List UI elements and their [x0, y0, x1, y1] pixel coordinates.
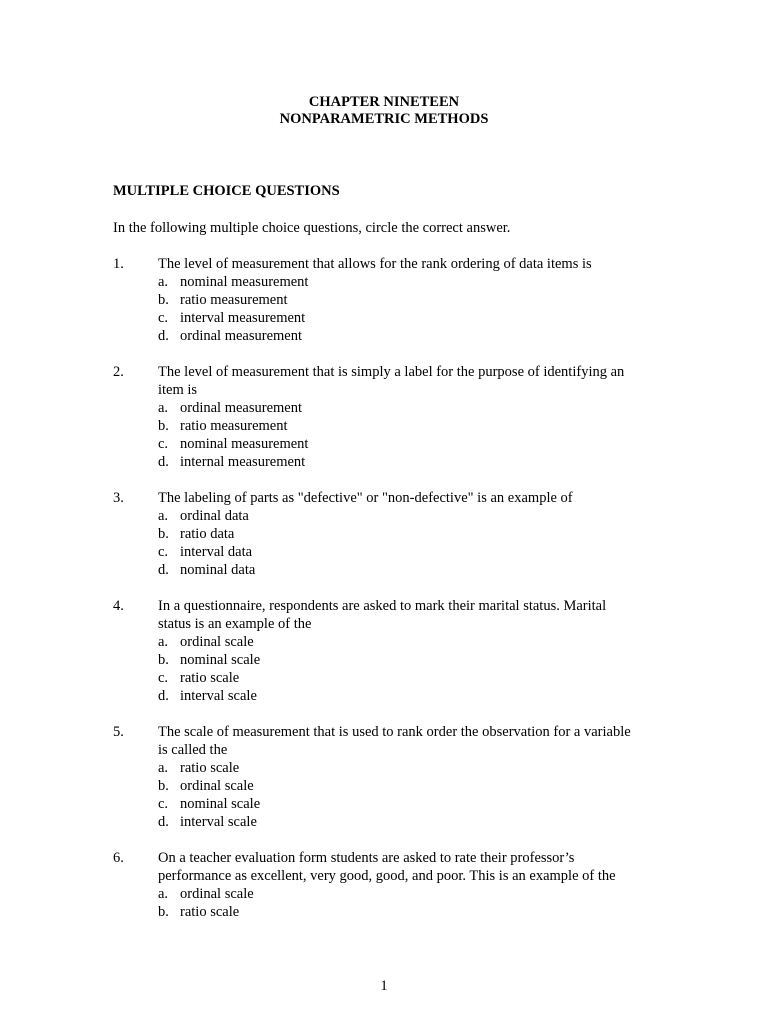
option-text: ratio measurement [180, 418, 288, 434]
option-text: interval measurement [180, 310, 306, 326]
question-number: 1. [113, 256, 124, 272]
question-2 [113, 363, 653, 471]
option-text: ratio measurement [180, 292, 288, 308]
option-letter: c. [158, 436, 169, 452]
option-d [158, 453, 653, 471]
option-letter: d. [158, 454, 169, 470]
option-text: internal measurement [180, 454, 306, 470]
chapter-title: NONPARAMETRIC METHODS [279, 111, 489, 127]
option-letter: d. [158, 562, 169, 578]
option-text: ordinal scale [180, 778, 254, 794]
option-letter: c. [158, 670, 169, 686]
option-letter: c. [158, 544, 169, 560]
option-text: ordinal scale [180, 634, 254, 650]
option-a [158, 507, 653, 525]
option-text: interval data [180, 544, 253, 560]
option-letter: b. [158, 904, 169, 920]
option-d [158, 327, 653, 345]
question-stem: In a questionnaire, respondents are asked to mark their marital status. Marital status is an example of the [158, 598, 607, 632]
option-text: nominal scale [180, 796, 261, 812]
option-d [158, 813, 653, 831]
question-list [113, 255, 653, 939]
question-1 [113, 255, 653, 345]
option-a [158, 633, 653, 651]
option-b [158, 525, 653, 543]
question-number: 5. [113, 724, 124, 740]
question-5 [113, 723, 653, 831]
question-stem: The level of measurement that allows for the rank ordering of data items is [158, 256, 592, 272]
option-c [158, 669, 653, 687]
option-letter: b. [158, 292, 169, 308]
question-number: 4. [113, 598, 124, 614]
question-6 [113, 849, 653, 921]
chapter-number: CHAPTER NINETEEN [308, 94, 460, 110]
option-letter: a. [158, 760, 169, 776]
option-text: ordinal data [180, 508, 249, 524]
option-text: ratio data [180, 526, 235, 542]
question-number: 2. [113, 364, 124, 380]
option-letter: a. [158, 508, 169, 524]
chapter-header [0, 94, 768, 128]
option-letter: d. [158, 814, 169, 830]
option-text: ordinal measurement [180, 328, 302, 344]
option-c [158, 795, 653, 813]
question-stem: The scale of measurement that is used to rank order the observation for a variable is called the [158, 724, 631, 758]
option-letter: a. [158, 886, 169, 902]
option-d [158, 687, 653, 705]
option-text: nominal measurement [180, 436, 309, 452]
option-d [158, 561, 653, 579]
option-text: ordinal measurement [180, 400, 302, 416]
option-letter: c. [158, 796, 169, 812]
option-text: interval scale [180, 688, 257, 704]
option-text: ordinal scale [180, 886, 254, 902]
option-a [158, 399, 653, 417]
question-stem: On a teacher evaluation form students are asked to rate their professor’s performance as excellent, very good, good, and poor. This is an example of the [158, 850, 616, 884]
question-number: 3. [113, 490, 124, 506]
option-letter: b. [158, 526, 169, 542]
option-c [158, 543, 653, 561]
option-b [158, 291, 653, 309]
section-heading: MULTIPLE CHOICE QUESTIONS [113, 183, 340, 199]
option-c [158, 309, 653, 327]
option-a [158, 759, 653, 777]
question-number: 6. [113, 850, 124, 866]
option-letter: c. [158, 310, 169, 326]
option-text: ratio scale [180, 904, 240, 920]
option-letter: b. [158, 418, 169, 434]
option-letter: d. [158, 328, 169, 344]
option-text: ratio scale [180, 760, 240, 776]
option-text: ratio scale [180, 670, 240, 686]
option-letter: a. [158, 400, 169, 416]
option-letter: a. [158, 274, 169, 290]
option-text: nominal scale [180, 652, 261, 668]
option-a [158, 273, 653, 291]
option-c [158, 435, 653, 453]
option-text: nominal measurement [180, 274, 309, 290]
option-text: interval scale [180, 814, 257, 830]
option-a [158, 885, 653, 903]
question-stem: The labeling of parts as "defective" or "non-defective" is an example of [158, 490, 573, 506]
option-b [158, 417, 653, 435]
question-stem: The level of measurement that is simply a label for the purpose of identifying an item is [158, 364, 625, 398]
option-letter: a. [158, 634, 169, 650]
question-3 [113, 489, 653, 579]
option-b [158, 651, 653, 669]
option-letter: d. [158, 688, 169, 704]
instruction-text: In the following multiple choice questions, circle the correct answer. [113, 220, 511, 236]
option-b [158, 777, 653, 795]
option-b [158, 903, 653, 921]
option-letter: b. [158, 652, 169, 668]
option-letter: b. [158, 778, 169, 794]
page-number: 1 [380, 978, 388, 994]
question-4 [113, 597, 653, 705]
option-text: nominal data [180, 562, 256, 578]
